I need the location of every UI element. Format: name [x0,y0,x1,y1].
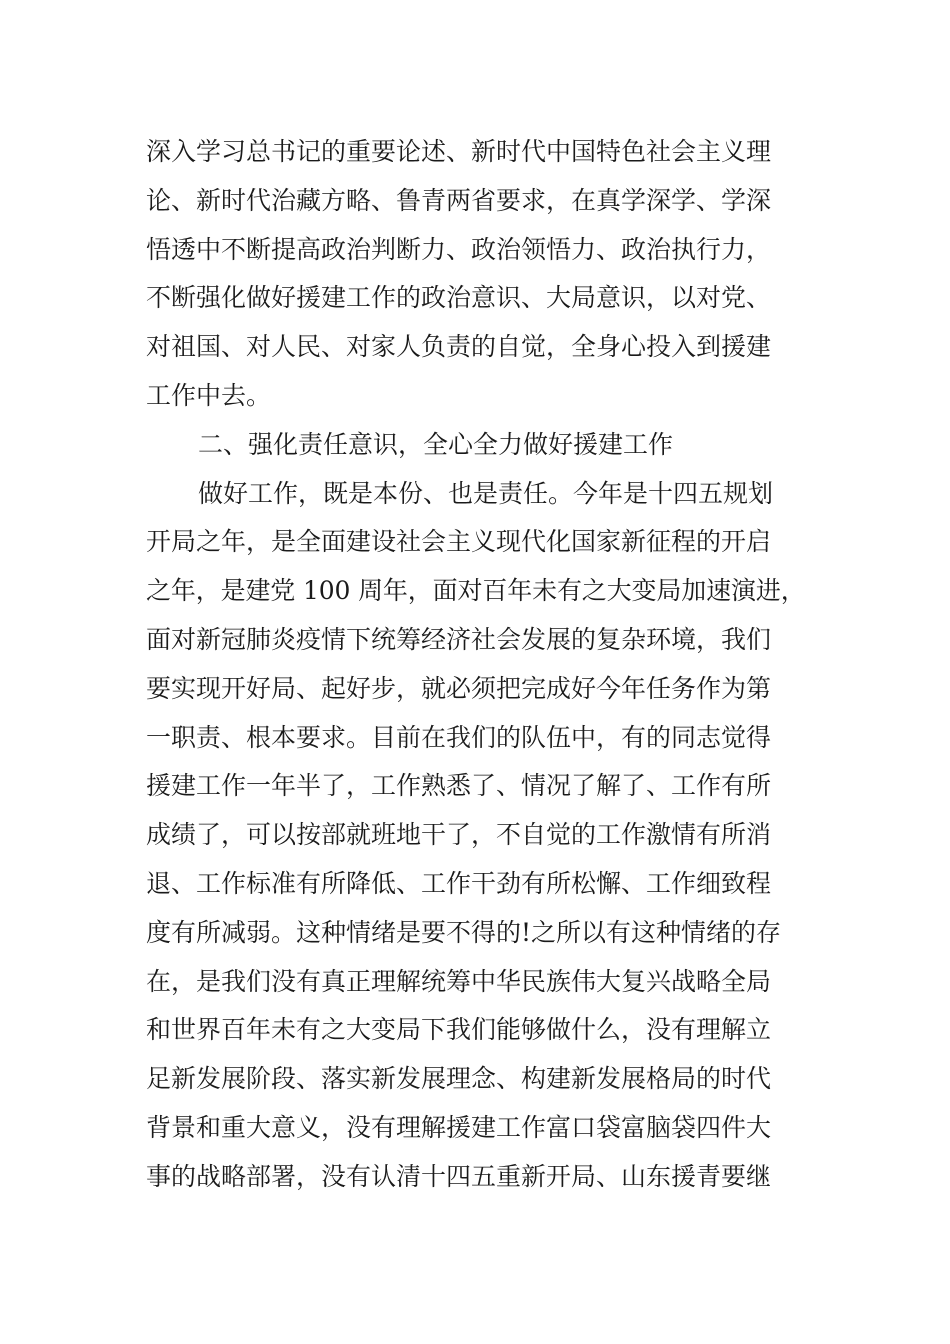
text-line: 工作中去。 [146,380,272,410]
text-line: 成绩了，可以按部就班地干了，不自觉的工作激情有所消 [146,820,772,850]
text-line: 深入学习总书记的重要论述、新时代中国特色社会主义理 [146,137,772,166]
text-line: 度有所减弱。这种情绪是要不得的!之所以有这种情绪的存 [146,917,782,947]
paragraph-first-line: 二、强化责任意识，全心全力做好援建工作 [198,429,674,459]
text-line: 在，是我们没有真正理解统筹中华民族伟大复兴战略全局 [146,966,772,996]
text-line: 背景和重大意义，没有理解援建工作富口袋富脑袋四件大 [146,1112,772,1142]
text-line: 事的战略部署，没有认清十四五重新开局、山东援青要继 [146,1161,772,1191]
text-line: 论、新时代治藏方略、鲁青两省要求，在真学深学、学深 [146,185,772,215]
text-line: 不断强化做好援建工作的政治意识、大局意识，以对党、 [146,283,772,313]
text-line: 面对新冠肺炎疫情下统筹经济社会发展的复杂环境，我们 [146,624,772,654]
text-line: 足新发展阶段、落实新发展理念、构建新发展格局的时代 [146,1064,772,1094]
paragraph-first-line: 做好工作，既是本份、也是责任。今年是十四五规划 [198,478,774,508]
text-line: 和世界百年未有之大变局下我们能够做什么，没有理解立 [146,1015,772,1045]
text-line: 退、工作标准有所降低、工作干劲有所松懈、工作细致程 [146,868,772,898]
text-line: 之年，是建党 100 周年，面对百年未有之大变局加速演进， [146,576,806,606]
text-line: 悟透中不断提高政治判断力、政治领悟力、政治执行力， [146,234,772,264]
text-line: 开局之年，是全面建设社会主义现代化国家新征程的开启 [146,527,772,557]
text-line: 要实现开好局、起好步，就必须把完成好今年任务作为第 [146,673,772,703]
text-line: 对祖国、对人民、对家人负责的自觉，全身心投入到援建 [146,332,772,362]
text-line: 援建工作一年半了，工作熟悉了、情况了解了、工作有所 [146,771,772,801]
text-line: 一职责、根本要求。目前在我们的队伍中，有的同志觉得 [146,722,772,752]
document-body [146,128,806,1202]
